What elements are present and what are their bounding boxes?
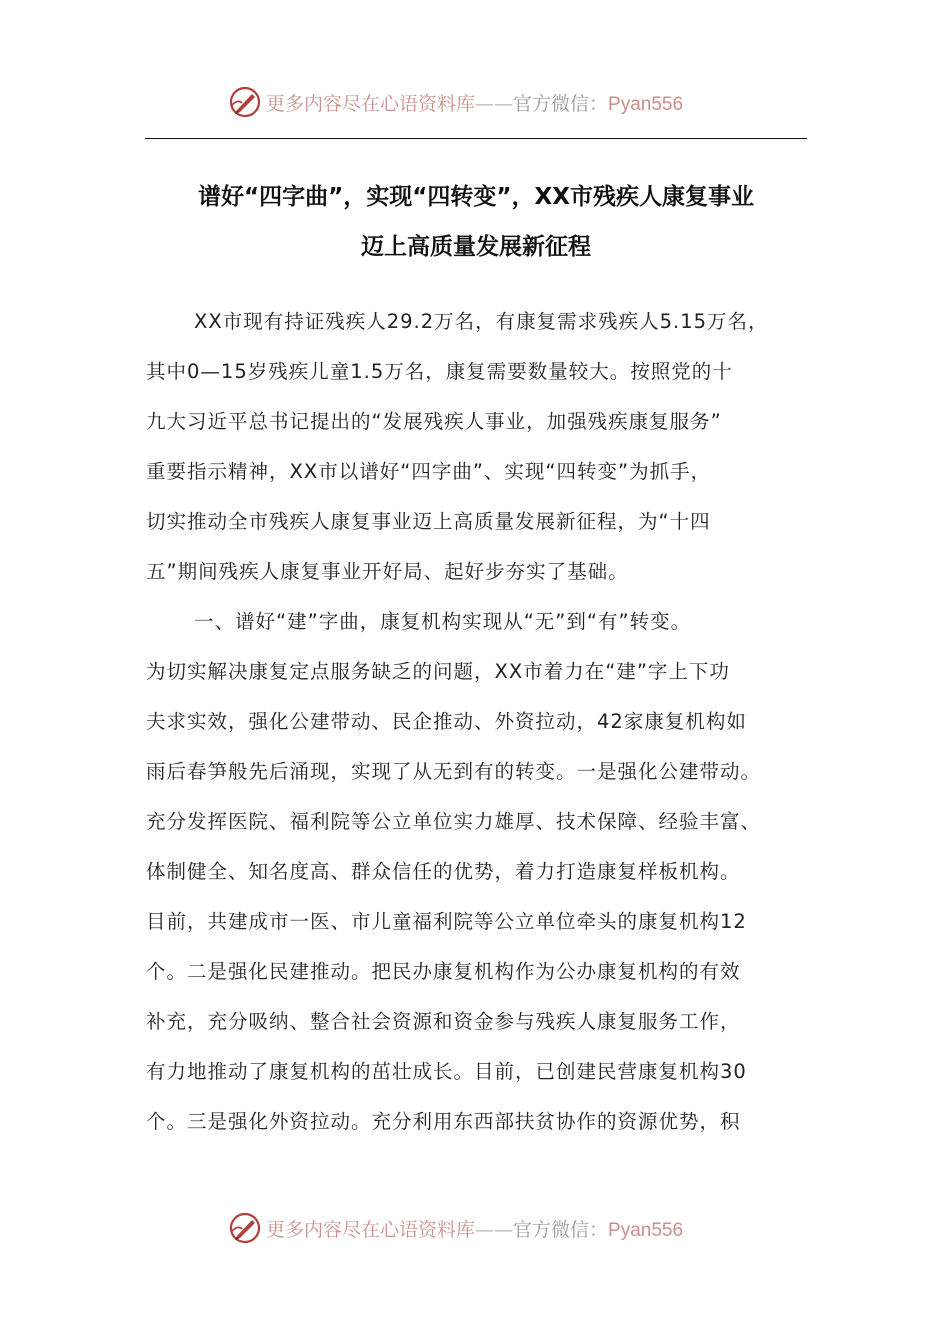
banner-wechat-label: 官方微信： (513, 92, 609, 115)
pen-circle-logo-icon (228, 1211, 262, 1245)
body-line: 切实推动全市残疾人康复事业迈上高质量发展新征程，为“十四 (146, 510, 711, 533)
body-line: 九大习近平总书记提出的“发展残疾人事业，加强残疾康复服务” (146, 410, 722, 433)
footer-banner-text (266, 1215, 683, 1242)
pen-circle-logo-icon (228, 85, 262, 119)
body-line: 个。二是强化民建推动。把民办康复机构作为公办康复机构的有效 (146, 960, 741, 983)
header-banner-text (266, 89, 683, 116)
title-line: 迈上高质量发展新征程 (361, 234, 591, 260)
body-line: 夫求实效，强化公建带动、民企推动、外资拉动，42家康复机构如 (146, 710, 747, 733)
header-banner (228, 84, 748, 120)
banner-wechat-id: Pyan556 (608, 1219, 684, 1241)
title-line: 谱好“四字曲”，实现“四转变”，XX市残疾人康复事业 (198, 184, 754, 210)
body-line: 充分发挥医院、福利院等公立单位实力雄厚、技术保障、经验丰富、 (146, 810, 762, 833)
body-line: 补充，充分吸纳、整合社会资源和资金参与残疾人康复服务工作， (146, 1010, 741, 1033)
banner-wechat-id: Pyan556 (608, 93, 684, 115)
banner-wechat-label: 官方微信： (513, 1218, 609, 1241)
body-line: 重要指示精神，XX市以谱好“四字曲”、实现“四转变”为抓手， (146, 460, 712, 483)
body-line: 其中0—15岁残疾儿童1.5万名，康复需要数量较大。按照党的十 (146, 360, 733, 383)
body-line: 体制健全、知名度高、群众信任的优势，着力打造康复样板机构。 (146, 860, 741, 883)
document-body (146, 297, 808, 1147)
banner-dash: —— (475, 1218, 514, 1241)
body-line: 有力地推动了康复机构的茁壮成长。目前，已创建民营康复机构30 (146, 1060, 747, 1083)
body-line: 个。三是强化外资拉动。充分利用东西部扶贫协作的资源优势，积 (146, 1110, 741, 1133)
body-line: 五”期间残疾人康复事业开好局、起好步夯实了基础。 (146, 560, 629, 583)
document-title (145, 172, 807, 272)
banner-dash: —— (475, 92, 514, 115)
banner-main: 更多内容尽在心语资料库 (266, 92, 476, 115)
body-line: 为切实解决康复定点服务缺乏的问题，XX市着力在“建”字上下功 (146, 660, 730, 683)
banner-main: 更多内容尽在心语资料库 (266, 1218, 476, 1241)
body-line: 目前，共建成市一医、市儿童福利院等公立单位牵头的康复机构12 (146, 910, 747, 933)
body-line: 雨后春笋般先后涌现，实现了从无到有的转变。一是强化公建带动。 (146, 760, 762, 783)
body-line: XX市现有持证残疾人29.2万名，有康复需求残疾人5.15万名， (194, 310, 769, 333)
body-line: 一、谱好“建”字曲，康复机构实现从“无”到“有”转变。 (194, 610, 692, 633)
header-divider (145, 138, 807, 139)
footer-banner (228, 1210, 748, 1246)
